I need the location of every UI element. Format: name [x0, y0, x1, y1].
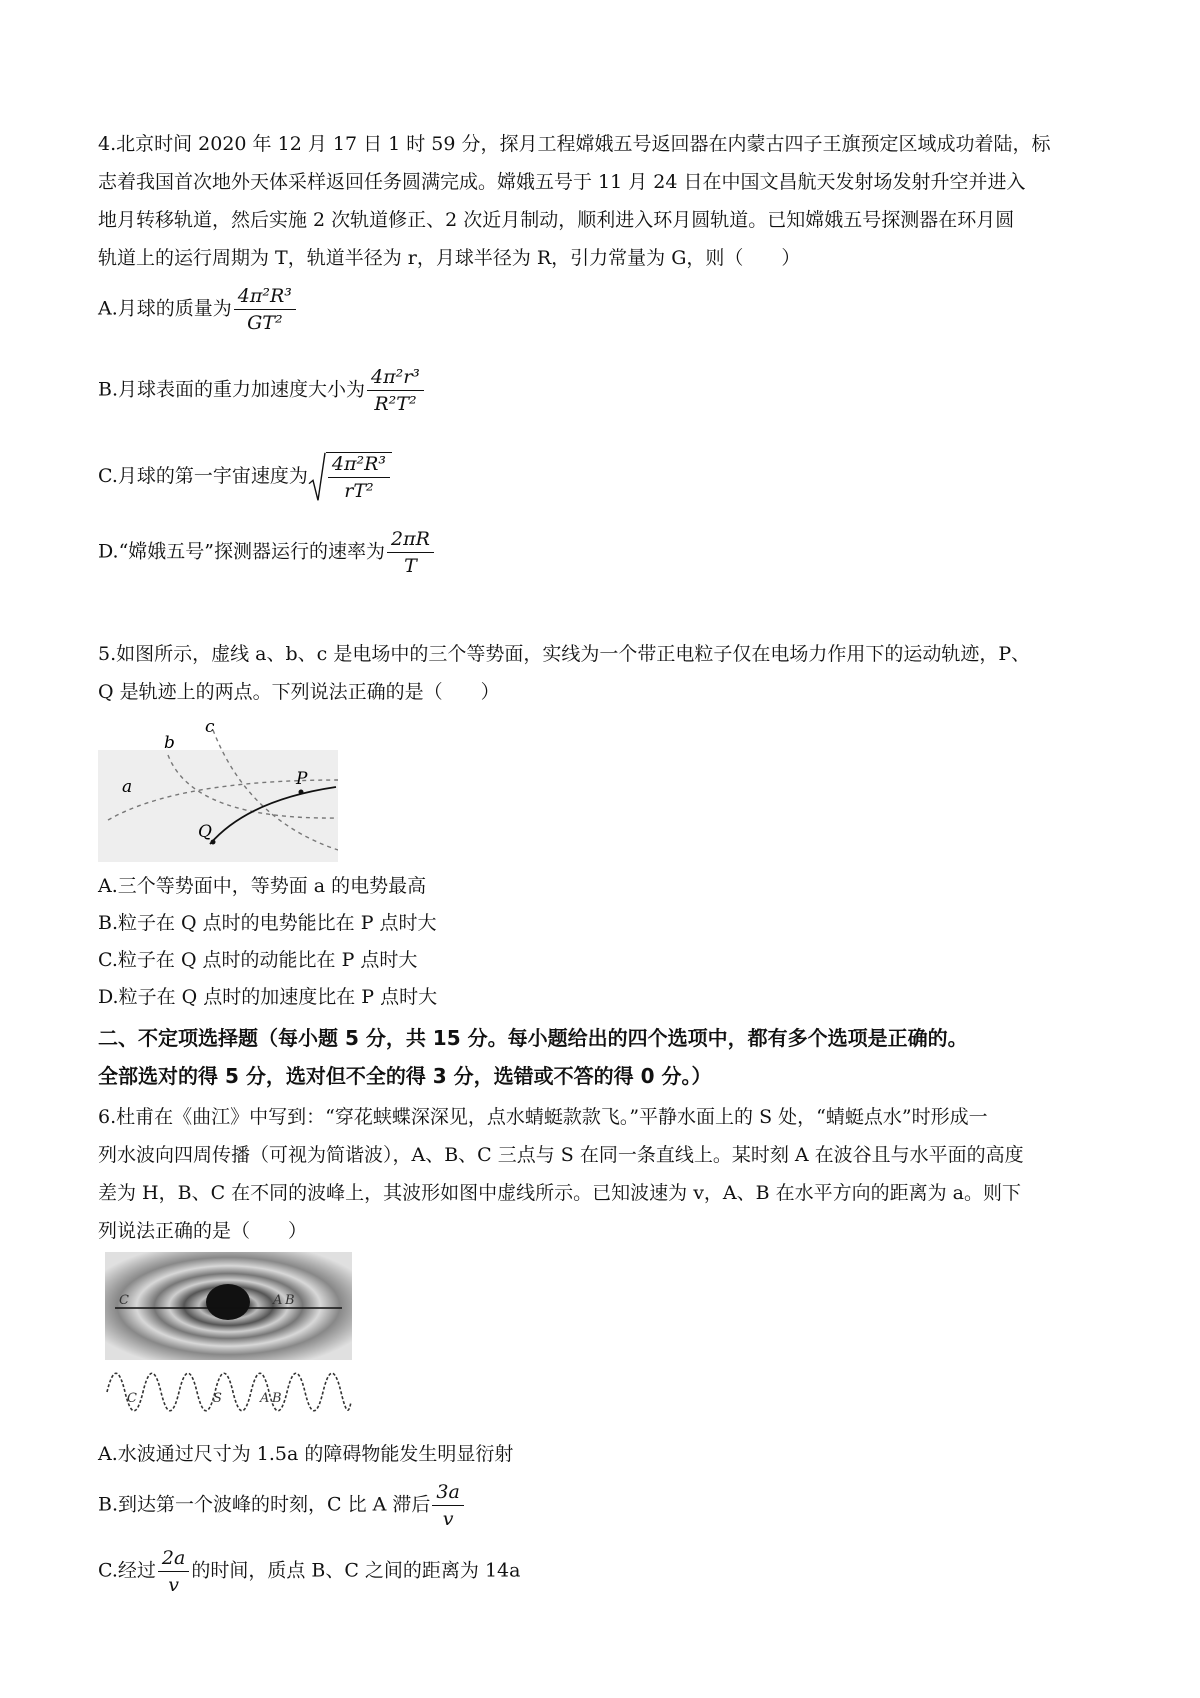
q4-option-a — [98, 285, 298, 334]
wave-label-b: B — [272, 1391, 282, 1406]
fraction — [158, 1547, 189, 1596]
q4-line-2: 志着我国首次地外天体采样返回任务圆满完成。嫦娥五号于 11 月 24 日在中国文昌航天发射场发射升空并进入 — [98, 171, 1026, 193]
fraction — [234, 285, 296, 334]
photo-label-a: A — [273, 1293, 283, 1308]
q6-line-2: 列水波向四周传播（可视为简谐波），A、B、C 三点与 S 在同一条直线上。某时刻 A 在波谷且与水平面的高度 — [98, 1144, 1024, 1166]
fraction-numerator: 4π²R³ — [328, 453, 390, 478]
photo-label-c: C — [119, 1293, 129, 1308]
option-text: C.经过 — [98, 1559, 156, 1582]
fraction-denominator: T — [404, 555, 417, 577]
wave-label-s: S — [213, 1391, 222, 1406]
label-a: a — [122, 777, 133, 797]
q4-option-c — [98, 452, 392, 502]
q5-option-a: A.三个等势面中，等势面 a 的电势最高 — [98, 875, 427, 897]
fraction — [328, 453, 390, 502]
option-text: B.到达第一个波峰的时刻，C 比 A 滞后 — [98, 1493, 431, 1516]
fraction-numerator: 2a — [158, 1547, 189, 1572]
fraction — [387, 528, 434, 577]
radical-sign-icon — [308, 452, 326, 502]
option-text: C.月球的第一宇宙速度为 — [98, 465, 308, 487]
q4-line-4: 轨道上的运行周期为 T，轨道半径为 r，月球半径为 R，引力常量为 G，则（ ） — [98, 247, 801, 269]
q5-option-b: B.粒子在 Q 点时的电势能比在 P 点时大 — [98, 912, 437, 934]
q6-line-3: 差为 H，B、C 在不同的波峰上，其波形如图中虚线所示。已知波速为 v，A、B 在水平方向的距离为 a。则下 — [98, 1182, 1022, 1204]
q4-option-d — [98, 528, 436, 577]
q5-option-d: D.粒子在 Q 点时的加速度比在 P 点时大 — [98, 986, 438, 1008]
q5-line-1: 5.如图所示，虚线 a、b、c 是电场中的三个等势面，实线为一个带正电粒子仅在电场力作用下的运动轨迹，P、 — [98, 643, 1031, 665]
fraction-numerator: 4π²R³ — [234, 285, 296, 310]
q5-equipotential-figure — [98, 720, 338, 862]
fraction-denominator: v — [168, 1574, 179, 1596]
q4-line-1: 4.北京时间 2020 年 12 月 17 日 1 时 59 分，探月工程嫦娥五号返回器在内蒙古四子王旗预定区域成功着陆，标 — [98, 133, 1051, 155]
label-q: Q — [198, 822, 212, 842]
q6-option-a: A.水波通过尺寸为 1.5a 的障碍物能发生明显衍射 — [98, 1443, 514, 1465]
section2-heading-line-1: 二、不定项选择题（每小题 5 分，共 15 分。每小题给出的四个选项中，都有多个选项是正确的。 — [98, 1026, 968, 1050]
fraction-denominator: v — [442, 1508, 454, 1530]
fraction — [432, 1481, 463, 1530]
q5-line-2: Q 是轨迹上的两点。下列说法正确的是（ ） — [98, 681, 500, 703]
q6-option-c — [98, 1547, 520, 1596]
option-text-suffix: 的时间，质点 B、C 之间的距离为 14a — [191, 1559, 521, 1582]
fraction-numerator: 2πR — [387, 528, 434, 553]
ripple-center — [206, 1284, 250, 1320]
option-text: B.月球表面的重力加速度大小为 — [98, 378, 366, 401]
q6-water-wave-figure — [105, 1252, 352, 1417]
square-root — [308, 452, 392, 502]
q6-option-b — [98, 1481, 466, 1530]
point-p — [299, 790, 304, 795]
fraction — [367, 366, 424, 415]
q6-line-1: 6.杜甫在《曲江》中写到：“穿花蛱蝶深深见，点水蜻蜓款款飞。”平静水面上的 S 处，“蜻蜓点水”时形成一 — [98, 1106, 988, 1128]
fraction-denominator: GT² — [247, 312, 283, 334]
figure-background — [98, 750, 338, 862]
section2-heading-line-2: 全部选对的得 5 分，选对但不全的得 3 分，选错或不答的得 0 分。） — [98, 1064, 712, 1088]
option-text: A.月球的质量为 — [98, 297, 232, 320]
fraction-denominator: rT² — [344, 480, 374, 502]
q4-option-b — [98, 366, 426, 415]
fraction-denominator: R²T² — [374, 393, 417, 415]
q5-option-c: C.粒子在 Q 点时的动能比在 P 点时大 — [98, 949, 418, 971]
fraction-numerator: 3a — [432, 1481, 463, 1506]
wave-label-c: C — [127, 1391, 137, 1406]
option-text: D.“嫦娥五号”探测器运行的速率为 — [98, 540, 386, 563]
label-c: c — [205, 720, 215, 737]
q4-line-3: 地月转移轨道，然后实施 2 次轨道修正、2 次近月制动，顺利进入环月圆轨道。已知嫦娥五号探测器在环月圆 — [98, 209, 1015, 231]
photo-label-b: B — [285, 1293, 295, 1308]
label-b: b — [164, 733, 175, 753]
label-p: P — [296, 769, 308, 789]
wave-label-a: A — [260, 1391, 270, 1406]
fraction-numerator: 4π²r³ — [367, 366, 424, 391]
wave-profile — [107, 1373, 351, 1411]
q6-line-4: 列说法正确的是（ ） — [98, 1220, 308, 1242]
